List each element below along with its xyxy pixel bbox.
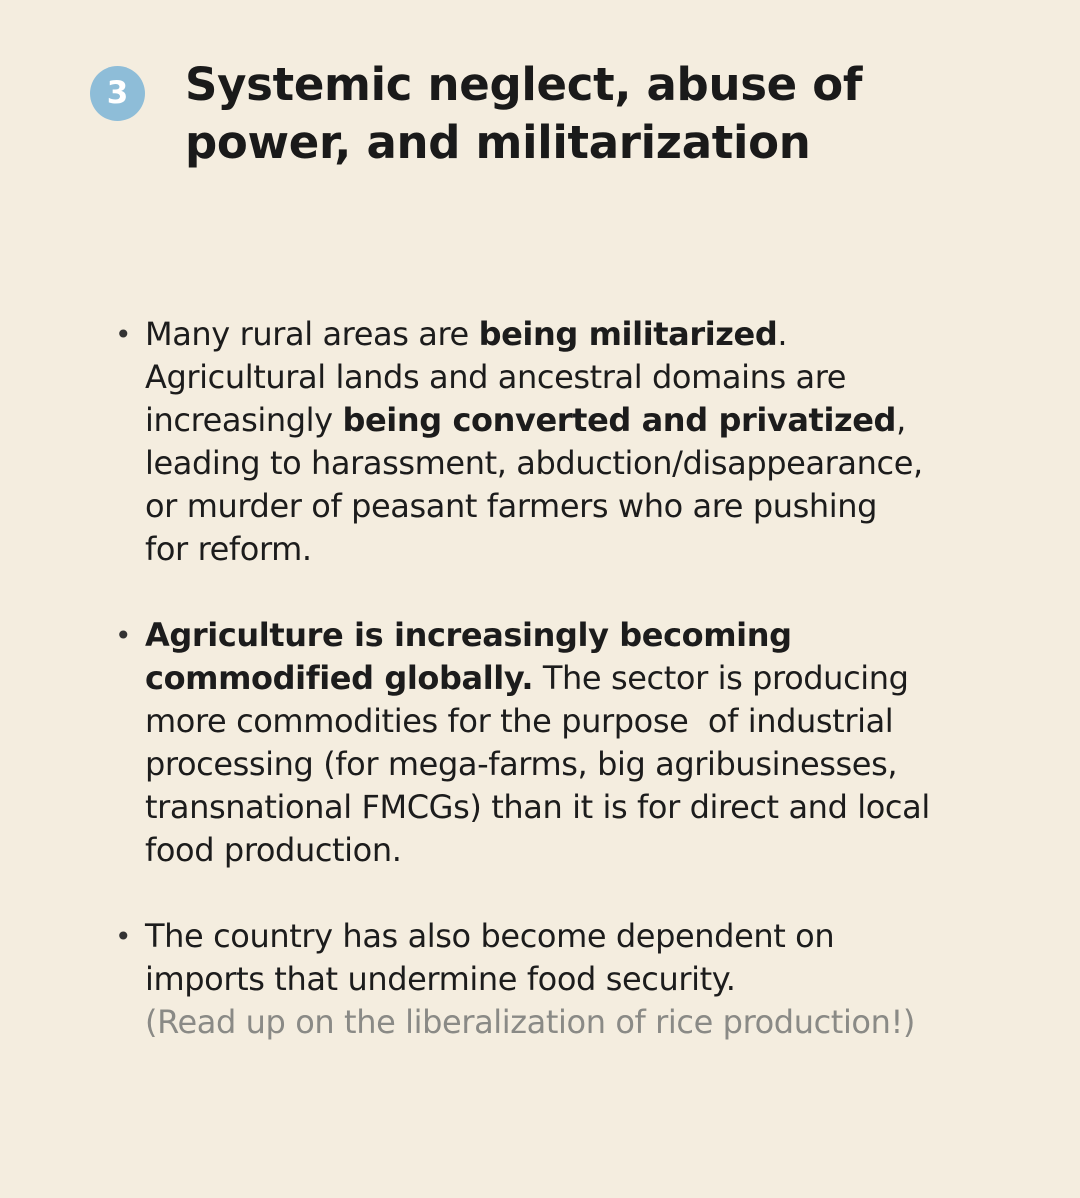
bullet-import-dependence	[115, 915, 1005, 1044]
read-more-note: (Read up on the liberalization of rice production!)	[145, 1003, 916, 1041]
bullet-1-line-6: for reform.	[145, 530, 312, 568]
bullet-1-line-4: leading to harassment, abduction/disappearance,	[145, 444, 923, 482]
bullet-marker: •	[115, 619, 132, 652]
bullet-1-line-2: Agricultural lands and ancestral domains are	[145, 358, 847, 396]
bullet-2-line-2: commodified globally. The sector is producing	[145, 659, 909, 697]
bullet-1-line-5: or murder of peasant farmers who are pushing	[145, 487, 878, 525]
bullet-3-line-1: The country has also become dependent on	[145, 917, 835, 955]
bullet-3-line-2: imports that undermine food security.	[145, 960, 736, 998]
emphasis-text: commodified globally.	[145, 659, 534, 697]
bullet-2-line-1: Agriculture is increasingly becoming	[145, 616, 792, 654]
bullet-commodification	[115, 614, 1005, 872]
bullet-marker: •	[115, 920, 132, 953]
section-title	[185, 56, 985, 172]
bullet-2-line-6: food production.	[145, 831, 402, 869]
bullet-2-line-5: transnational FMCGs) than it is for direct and local	[145, 788, 930, 826]
title-line-2: power, and militarization	[185, 116, 811, 169]
bullet-2-line-4: processing (for mega-farms, big agribusinesses,	[145, 745, 898, 783]
bullet-militarization	[115, 313, 1005, 571]
bullet-1-line-1: Many rural areas are being militarized.	[145, 315, 788, 353]
bullet-2-line-3: more commodities for the purpose of industrial	[145, 702, 894, 740]
bullet-1-line-3: increasingly being converted and privatized,	[145, 401, 906, 439]
step-number-badge: 3	[90, 66, 145, 121]
title-line-1: Systemic neglect, abuse of	[185, 58, 863, 111]
emphasis-text: being converted and privatized	[342, 401, 897, 439]
emphasis-text: being militarized	[478, 315, 778, 353]
bullet-marker: •	[115, 318, 132, 351]
